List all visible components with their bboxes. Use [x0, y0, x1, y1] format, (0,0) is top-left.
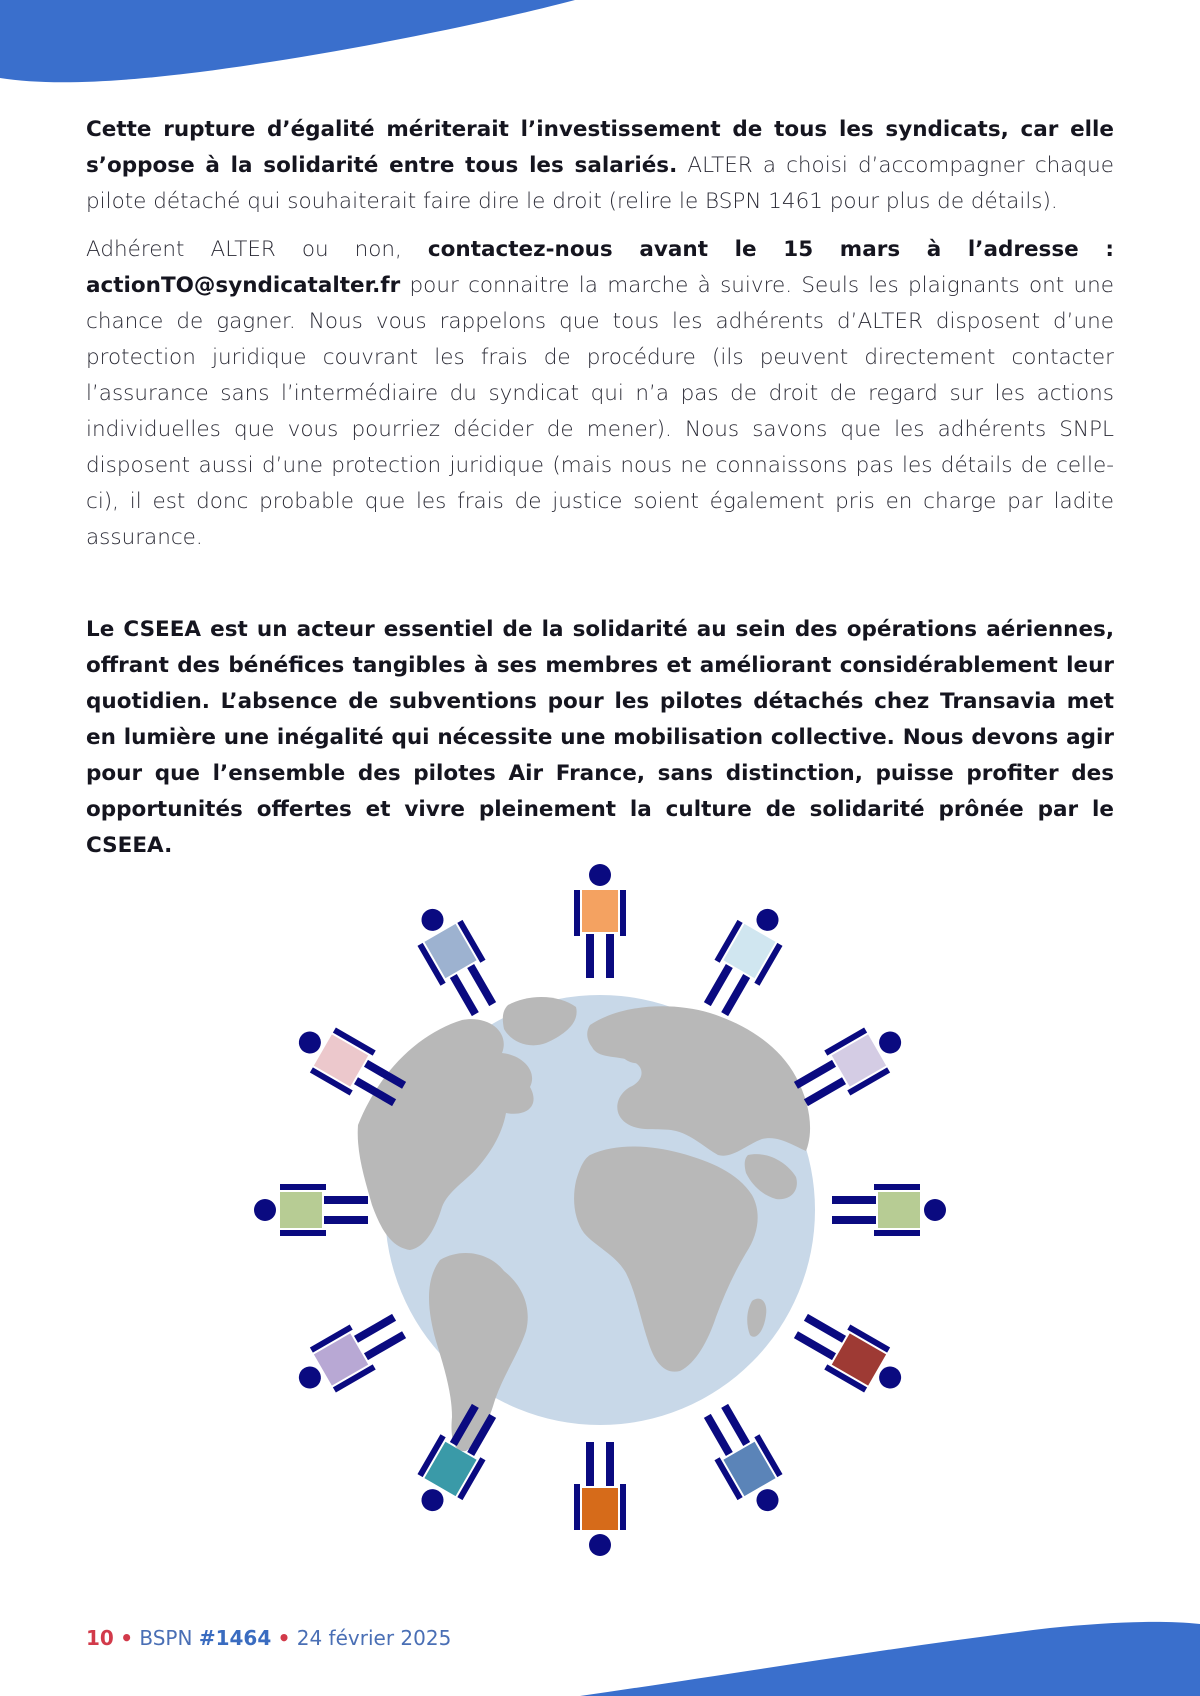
contact-email-callout: contactez-nous avant le 15 mars à l’adresse : actionTO@syndicatalter.fr	[86, 237, 1114, 298]
article-body	[86, 112, 1114, 876]
figure-person	[788, 1303, 913, 1405]
figure-person	[693, 897, 795, 1022]
figure-person	[287, 1303, 412, 1405]
footer-separator-2: •	[277, 1626, 291, 1650]
paragraph-rupture-text: ALTER a choisi d’accompagner chaque pilote détaché qui souhaiterait faire dire le droit (relire le BSPN 1461 pour plus de détails).	[86, 153, 1114, 214]
figure-person	[574, 864, 626, 978]
paragraph-conclusion: Le CSEEA est un acteur essentiel de la solidarité au sein des opérations aériennes, offrant des bénéfices tangibles à ses membres et améliorant considérablement leur quotidien. L’absence de subventions pour les pilotes détachés chez Transavia met en lumière une inégalité qui nécessite une mobilisation collective. Nous devons agir pour que l’ensemble des pilotes Air France, sans distinction, puisse profiter des opportunités offertes et vivre pleinement la culture de solidarité prônée par le CSEEA.	[86, 617, 1114, 858]
paragraph-rupture	[86, 112, 1114, 220]
figure-person	[832, 1184, 946, 1236]
figure-person	[404, 897, 506, 1022]
paragraph-contact	[86, 232, 1114, 556]
footer-separator-1: •	[120, 1626, 133, 1650]
top-wave-decoration	[0, 0, 1200, 100]
figure-person	[574, 1442, 626, 1556]
globe	[358, 995, 815, 1451]
globe-land-south-america	[429, 1253, 528, 1451]
issue-number: #1464	[198, 1626, 272, 1650]
publication-name: BSPN	[139, 1626, 193, 1650]
page-footer	[86, 1626, 451, 1650]
publication-date: 24 février 2025	[296, 1626, 452, 1650]
figure-person	[788, 1014, 913, 1116]
paragraph-contact-lead: Adhérent ALTER ou non,	[86, 237, 428, 262]
figure-person	[287, 1014, 412, 1116]
paragraph-rupture-bold: Cette rupture d’égalité mériterait l’investissement de tous les syndicats, car elle s’oppose à la solidarité entre tous les salariés.	[86, 117, 1114, 178]
bottom-wave-decoration	[0, 1606, 1200, 1696]
figure-person	[254, 1184, 368, 1236]
page-number: 10	[86, 1626, 114, 1650]
figure-person	[693, 1398, 795, 1523]
paragraph-contact-text: pour connaitre la marche à suivre. Seuls les plaignants ont une chance de gagner. Nous vous rappelons que tous les adhérents d’ALTER disposent d’une protection juridique couvrant les frais de procédure (ils peuvent directement contacter l’assurance sans l’intermédiaire du syndicat qui n’a pas de droit de regard sur les actions individuelles que vous pourriez décider de mener). Nous savons que les adhérents SNPL disposent aussi d’une protection juridique (mais nous ne connaissons pas les détails de celle-ci), il est donc probable que les frais de justice soient également pris en charge par ladite assurance.	[86, 273, 1114, 550]
solidarity-globe-illustration	[240, 855, 960, 1565]
